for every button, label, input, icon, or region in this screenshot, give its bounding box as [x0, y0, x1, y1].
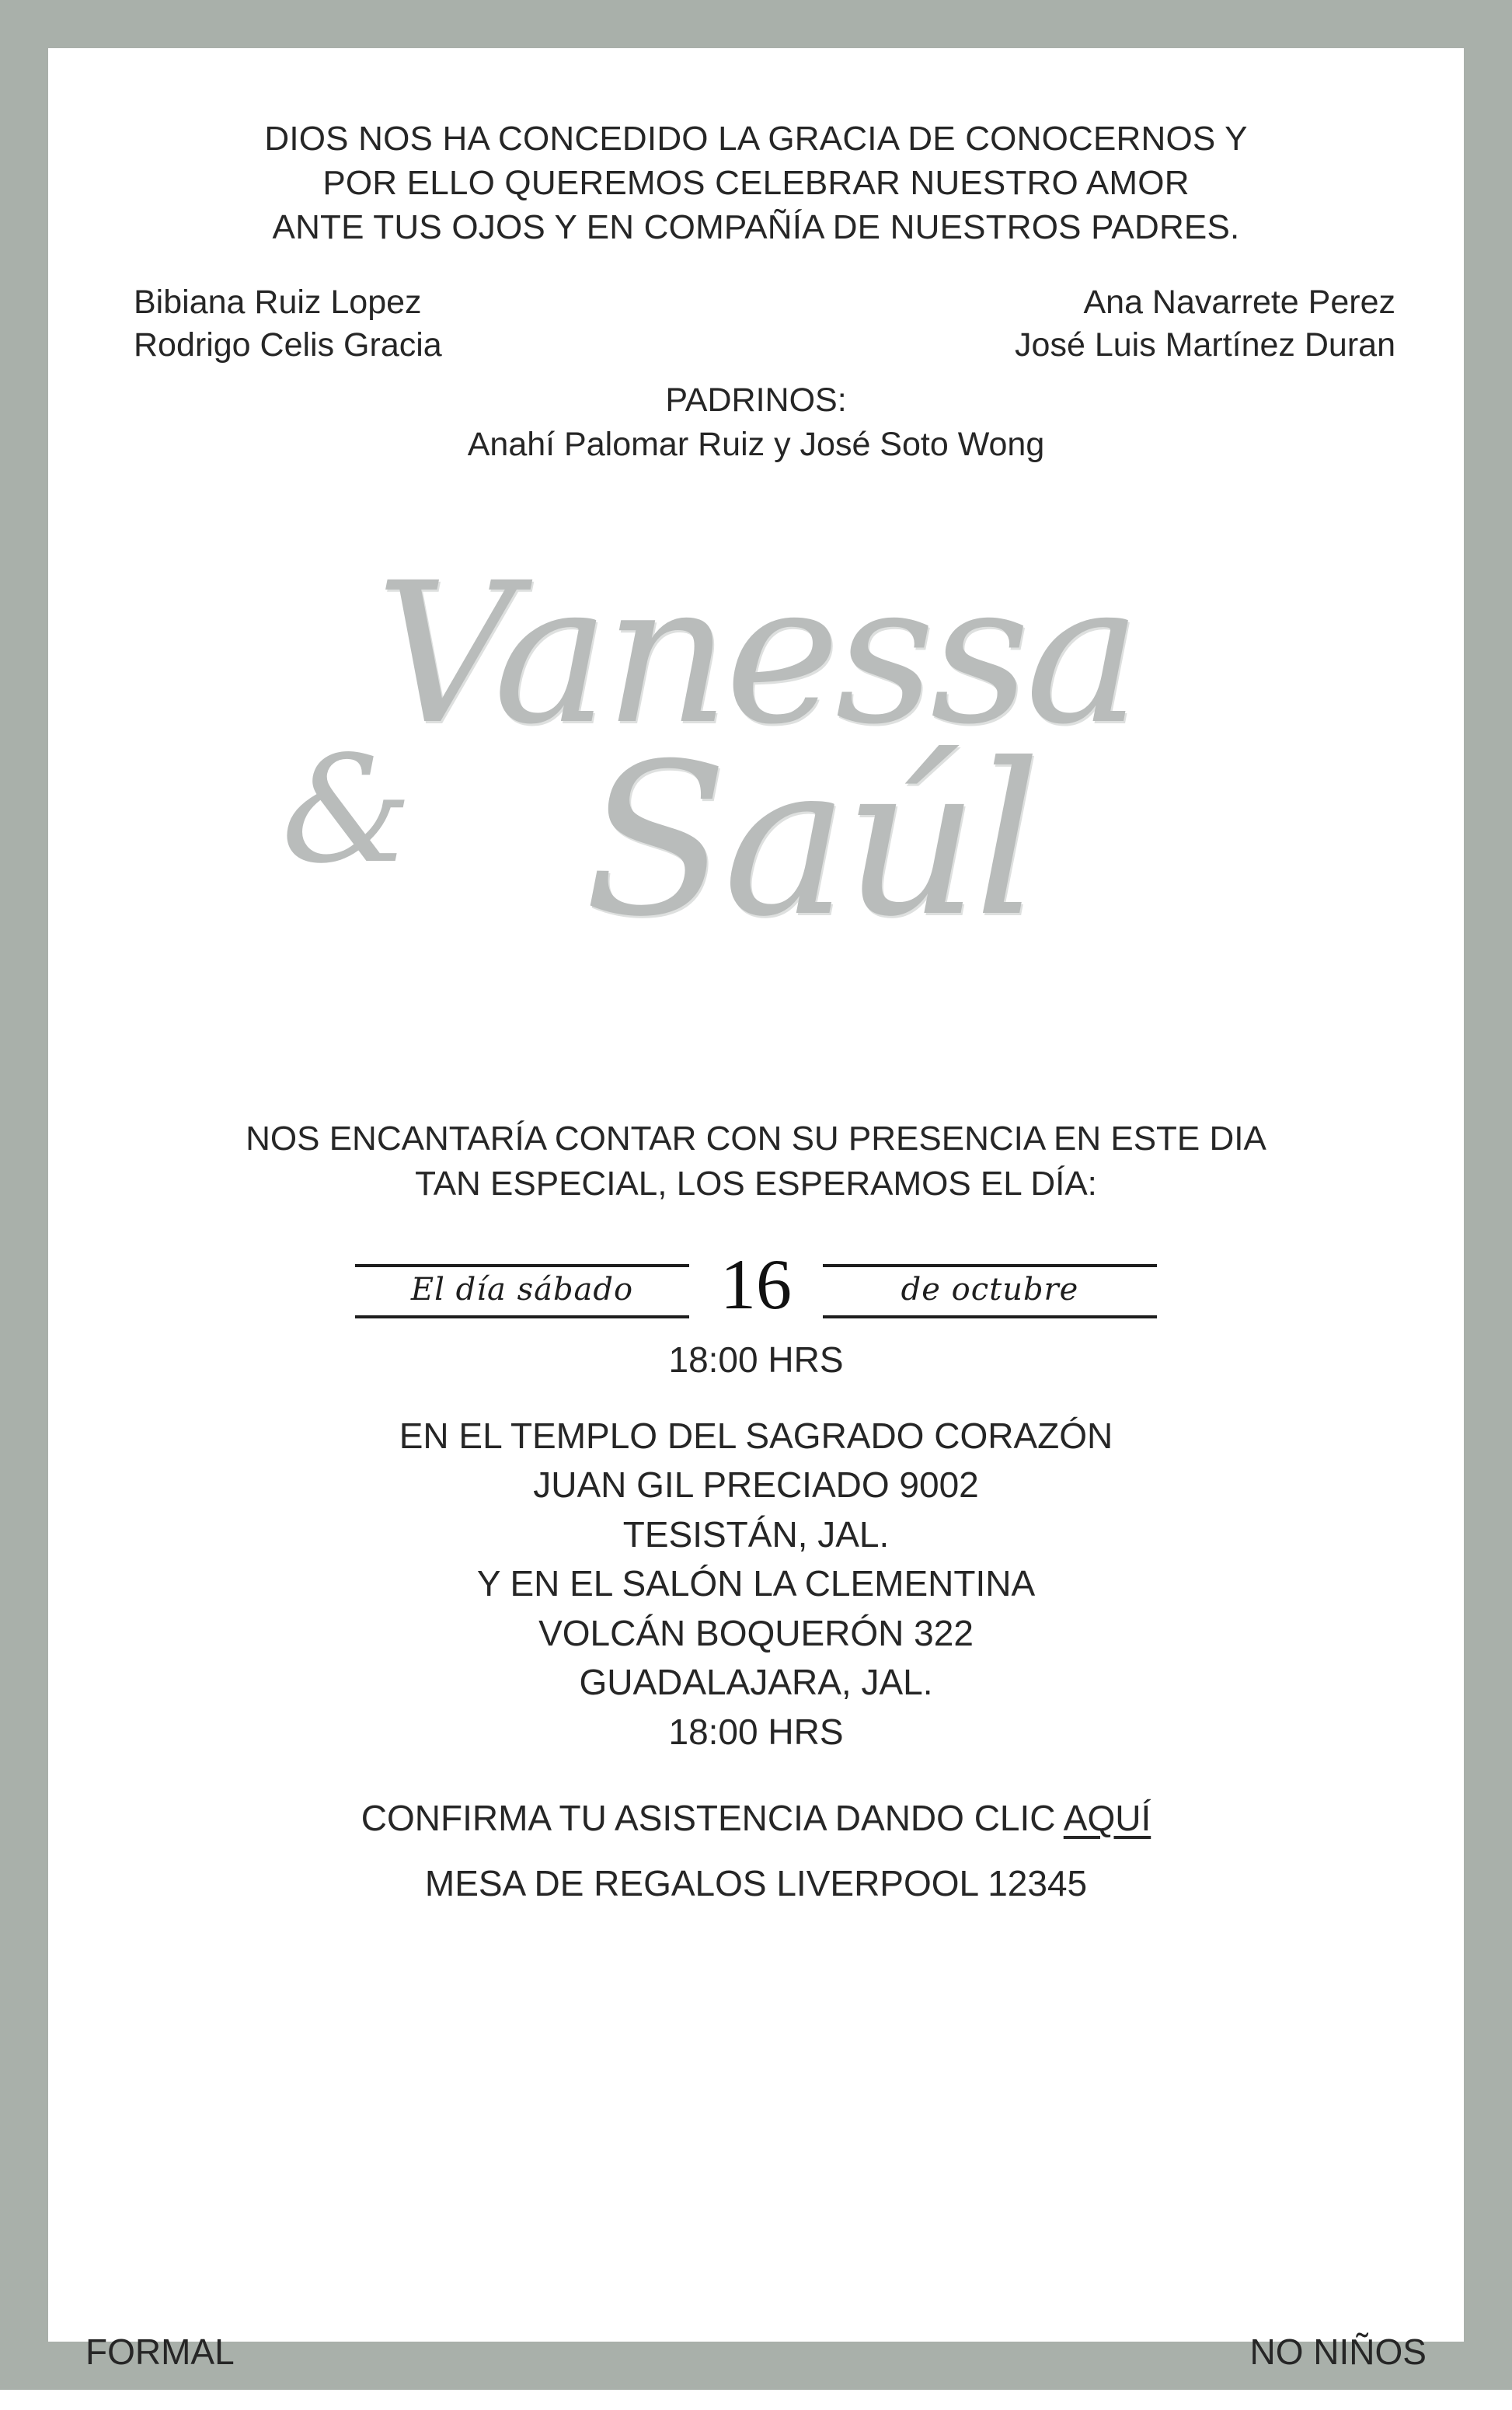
venue-line-4: Y EN EL SALÓN LA CLEMENTINA: [476, 1563, 1036, 1604]
parents-groom-line-2: José Luis Martínez Duran: [1015, 326, 1395, 364]
blessing-line-3: ANTE TUS OJOS Y EN COMPAÑÍA DE NUESTROS PADRES.: [272, 208, 1240, 247]
padrinos-label: PADRINOS:: [665, 381, 847, 420]
invitation-line-1: NOS ENCANTARÍA CONTAR CON SU PRESENCIA EN ESTE DIA: [246, 1120, 1266, 1158]
ampersand: &: [281, 724, 413, 897]
padrinos-names: Anahí Palomar Ruiz y José Soto Wong: [467, 426, 1045, 464]
invitation-card: [48, 48, 1464, 2372]
blessing-line-1: DIOS NOS HA CONCEDIDO LA GRACIA DE CONOCERNOS Y: [264, 120, 1248, 158]
gift-registry: MESA DE REGALOS LIVERPOOL 12345: [424, 1863, 1088, 1904]
date-weekday: El día sábado: [355, 1264, 689, 1318]
parents-bride: [134, 281, 442, 368]
children-policy: NO NIÑOS: [1249, 2332, 1427, 2372]
parents-bride-line-1: Bibiana Ruiz Lopez: [134, 283, 422, 321]
date-month: de octubre: [823, 1264, 1157, 1318]
venue-line-5: VOLCÁN BOQUERÓN 322: [538, 1612, 974, 1653]
venue-line-2: JUAN GIL PRECIADO 9002: [533, 1464, 979, 1506]
venue-line-7: 18:00 HRS: [668, 1711, 844, 1752]
parents-groom: [1015, 281, 1395, 368]
venue-block: [48, 1412, 1464, 1757]
parents-block: [48, 281, 1464, 368]
rsvp-link[interactable]: AQUÍ: [1063, 1798, 1151, 1839]
venue-line-1: EN EL TEMPLO DEL SAGRADO CORAZÓN: [399, 1415, 1113, 1456]
bride-name: Vanessa: [375, 541, 1137, 768]
groom-name: Saúl: [584, 718, 1037, 963]
couple-names: [48, 541, 1464, 1101]
parents-groom-line-1: Ana Navarrete Perez: [1083, 283, 1395, 321]
blessing-line-2: POR ELLO QUEREMOS CELEBRAR NUESTRO AMOR: [322, 164, 1190, 203]
date-day-number: 16: [720, 1244, 792, 1324]
invitation-text: [48, 1116, 1464, 1207]
venue-line-3: TESISTÁN, JAL.: [622, 1513, 890, 1555]
venue-line-6: GUADALAJARA, JAL.: [579, 1662, 933, 1703]
dress-code: FORMAL: [85, 2332, 235, 2372]
ceremony-time: 18:00 HRS: [668, 1339, 844, 1380]
blessing-text: [48, 117, 1464, 250]
parents-bride-line-2: Rodrigo Celis Gracia: [134, 326, 442, 364]
date-block: [48, 1244, 1464, 1324]
rsvp-line: [48, 1797, 1464, 1839]
rsvp-text: CONFIRMA TU ASISTENCIA DANDO CLIC: [361, 1798, 1056, 1839]
invitation-line-2: TAN ESPECIAL, LOS ESPERAMOS EL DÍA:: [415, 1165, 1097, 1203]
footer-block: [48, 2331, 1464, 2373]
